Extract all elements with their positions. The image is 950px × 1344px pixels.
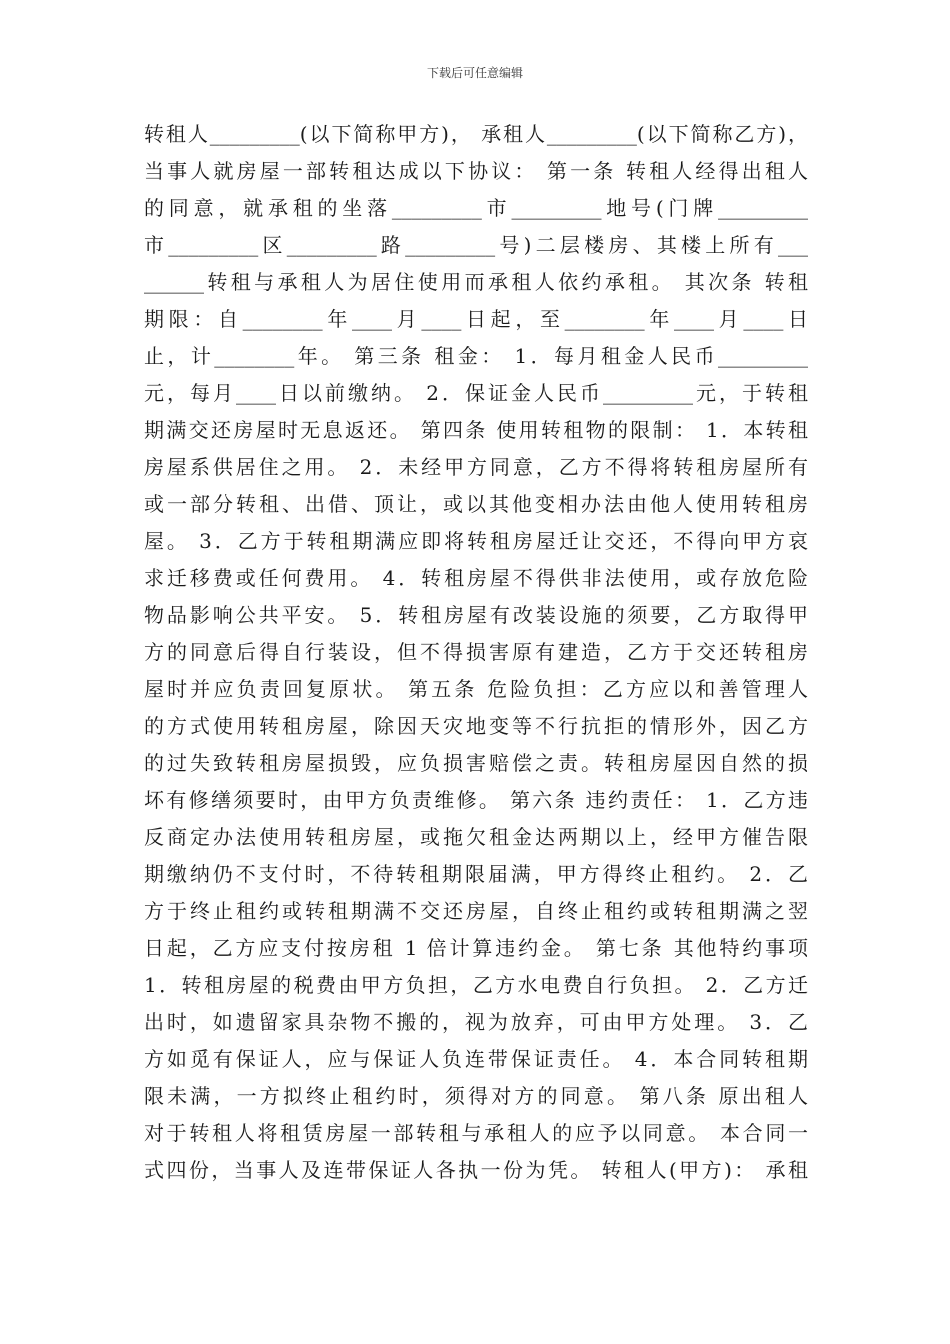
body-line: 期限：自________年____月____日起，至________年____月____日 <box>144 307 808 331</box>
body-line: 房屋系供居住之用。 2．未经甲方同意，乙方不得将转租房屋所有 <box>144 455 808 479</box>
body-line: 方于终止租约或转租期满不交还房屋，自终止租约或转租期满之翌 <box>144 899 808 923</box>
body-line: 屋。 3．乙方于转租期满应即将转租房屋迁让交还，不得向甲方哀 <box>144 529 808 553</box>
body-line: 物品影响公共平安。 5．转租房屋有改装设施的须要，乙方取得甲 <box>144 603 808 627</box>
body-line: 期满交还房屋时无息返还。 第四条 使用转租物的限制： 1．本转租 <box>144 418 808 442</box>
body-line: 屋时并应负责回复原状。 第五条 危险负担：乙方应以和善管理人 <box>144 677 808 701</box>
body-line: 出时，如遗留家具杂物不搬的，视为放弃，可由甲方处理。 3．乙 <box>144 1010 808 1034</box>
body-line: 转租人_________(以下简称甲方)， 承租人_________(以下简称乙方)， <box>144 122 808 146</box>
body-line: 的过失致转租房屋损毁，应负损害赔偿之责。转租房屋因自然的损 <box>144 751 808 775</box>
body-line: 求迁移费或任何费用。 4．转租房屋不得供非法使用，或存放危险 <box>144 566 808 590</box>
body-line: 市_________区_________路_________号)二层楼房、其楼上所有___ <box>144 233 808 257</box>
body-line: 元，每月____日以前缴纳。 2．保证金人民币_________元，于转租 <box>144 381 808 405</box>
page-header-note: 下载后可任意编辑 <box>426 66 523 80</box>
body-line: 式四份，当事人及连带保证人各执一份为凭。 转租人(甲方)： 承租 <box>144 1158 808 1182</box>
body-line: 当事人就房屋一部转租达成以下协议： 第一条 转租人经得出租人 <box>144 159 808 183</box>
body-line: ______转租与承租人为居住使用而承租人依约承租。 其次条 转租 <box>144 270 808 294</box>
body-line: 方的同意后得自行装设，但不得损害原有建造，乙方于交还转租房 <box>144 640 808 664</box>
body-line: 反商定办法使用转租房屋，或拖欠租金达两期以上，经甲方催告限 <box>144 825 808 849</box>
body-line: 坏有修缮须要时，由甲方负责维修。 第六条 违约责任： 1．乙方违 <box>144 788 808 812</box>
body-line: 1．转租房屋的税费由甲方负担，乙方水电费自行负担。 2．乙方迁 <box>144 973 808 997</box>
body-line: 的方式使用转租房屋，除因天灾地变等不行抗拒的情形外，因乙方 <box>144 714 808 738</box>
body-line: 日起，乙方应支付按房租 1 倍计算违约金。 第七条 其他特约事项 <box>144 936 808 960</box>
body-line: 对于转租人将租赁房屋一部转租与承租人的应予以同意。 本合同一 <box>144 1121 808 1145</box>
contract-body <box>144 116 808 1189</box>
body-line: 限未满，一方拟终止租约时，须得对方的同意。 第八条 原出租人 <box>144 1084 808 1108</box>
body-line: 方如觅有保证人，应与保证人负连带保证责任。 4．本合同转租期 <box>144 1047 808 1071</box>
body-line: 期缴纳仍不支付时，不待转租期限届满，甲方得终止租约。 2．乙 <box>144 862 808 886</box>
body-line: 止，计________年。 第三条 租金： 1．每月租金人民币_________ <box>144 344 808 368</box>
body-line: 或一部分转租、出借、顶让，或以其他变相办法由他人使用转租房 <box>144 492 808 516</box>
body-line: 的同意，就承租的坐落_________市_________地号(门牌_________ <box>144 196 808 220</box>
